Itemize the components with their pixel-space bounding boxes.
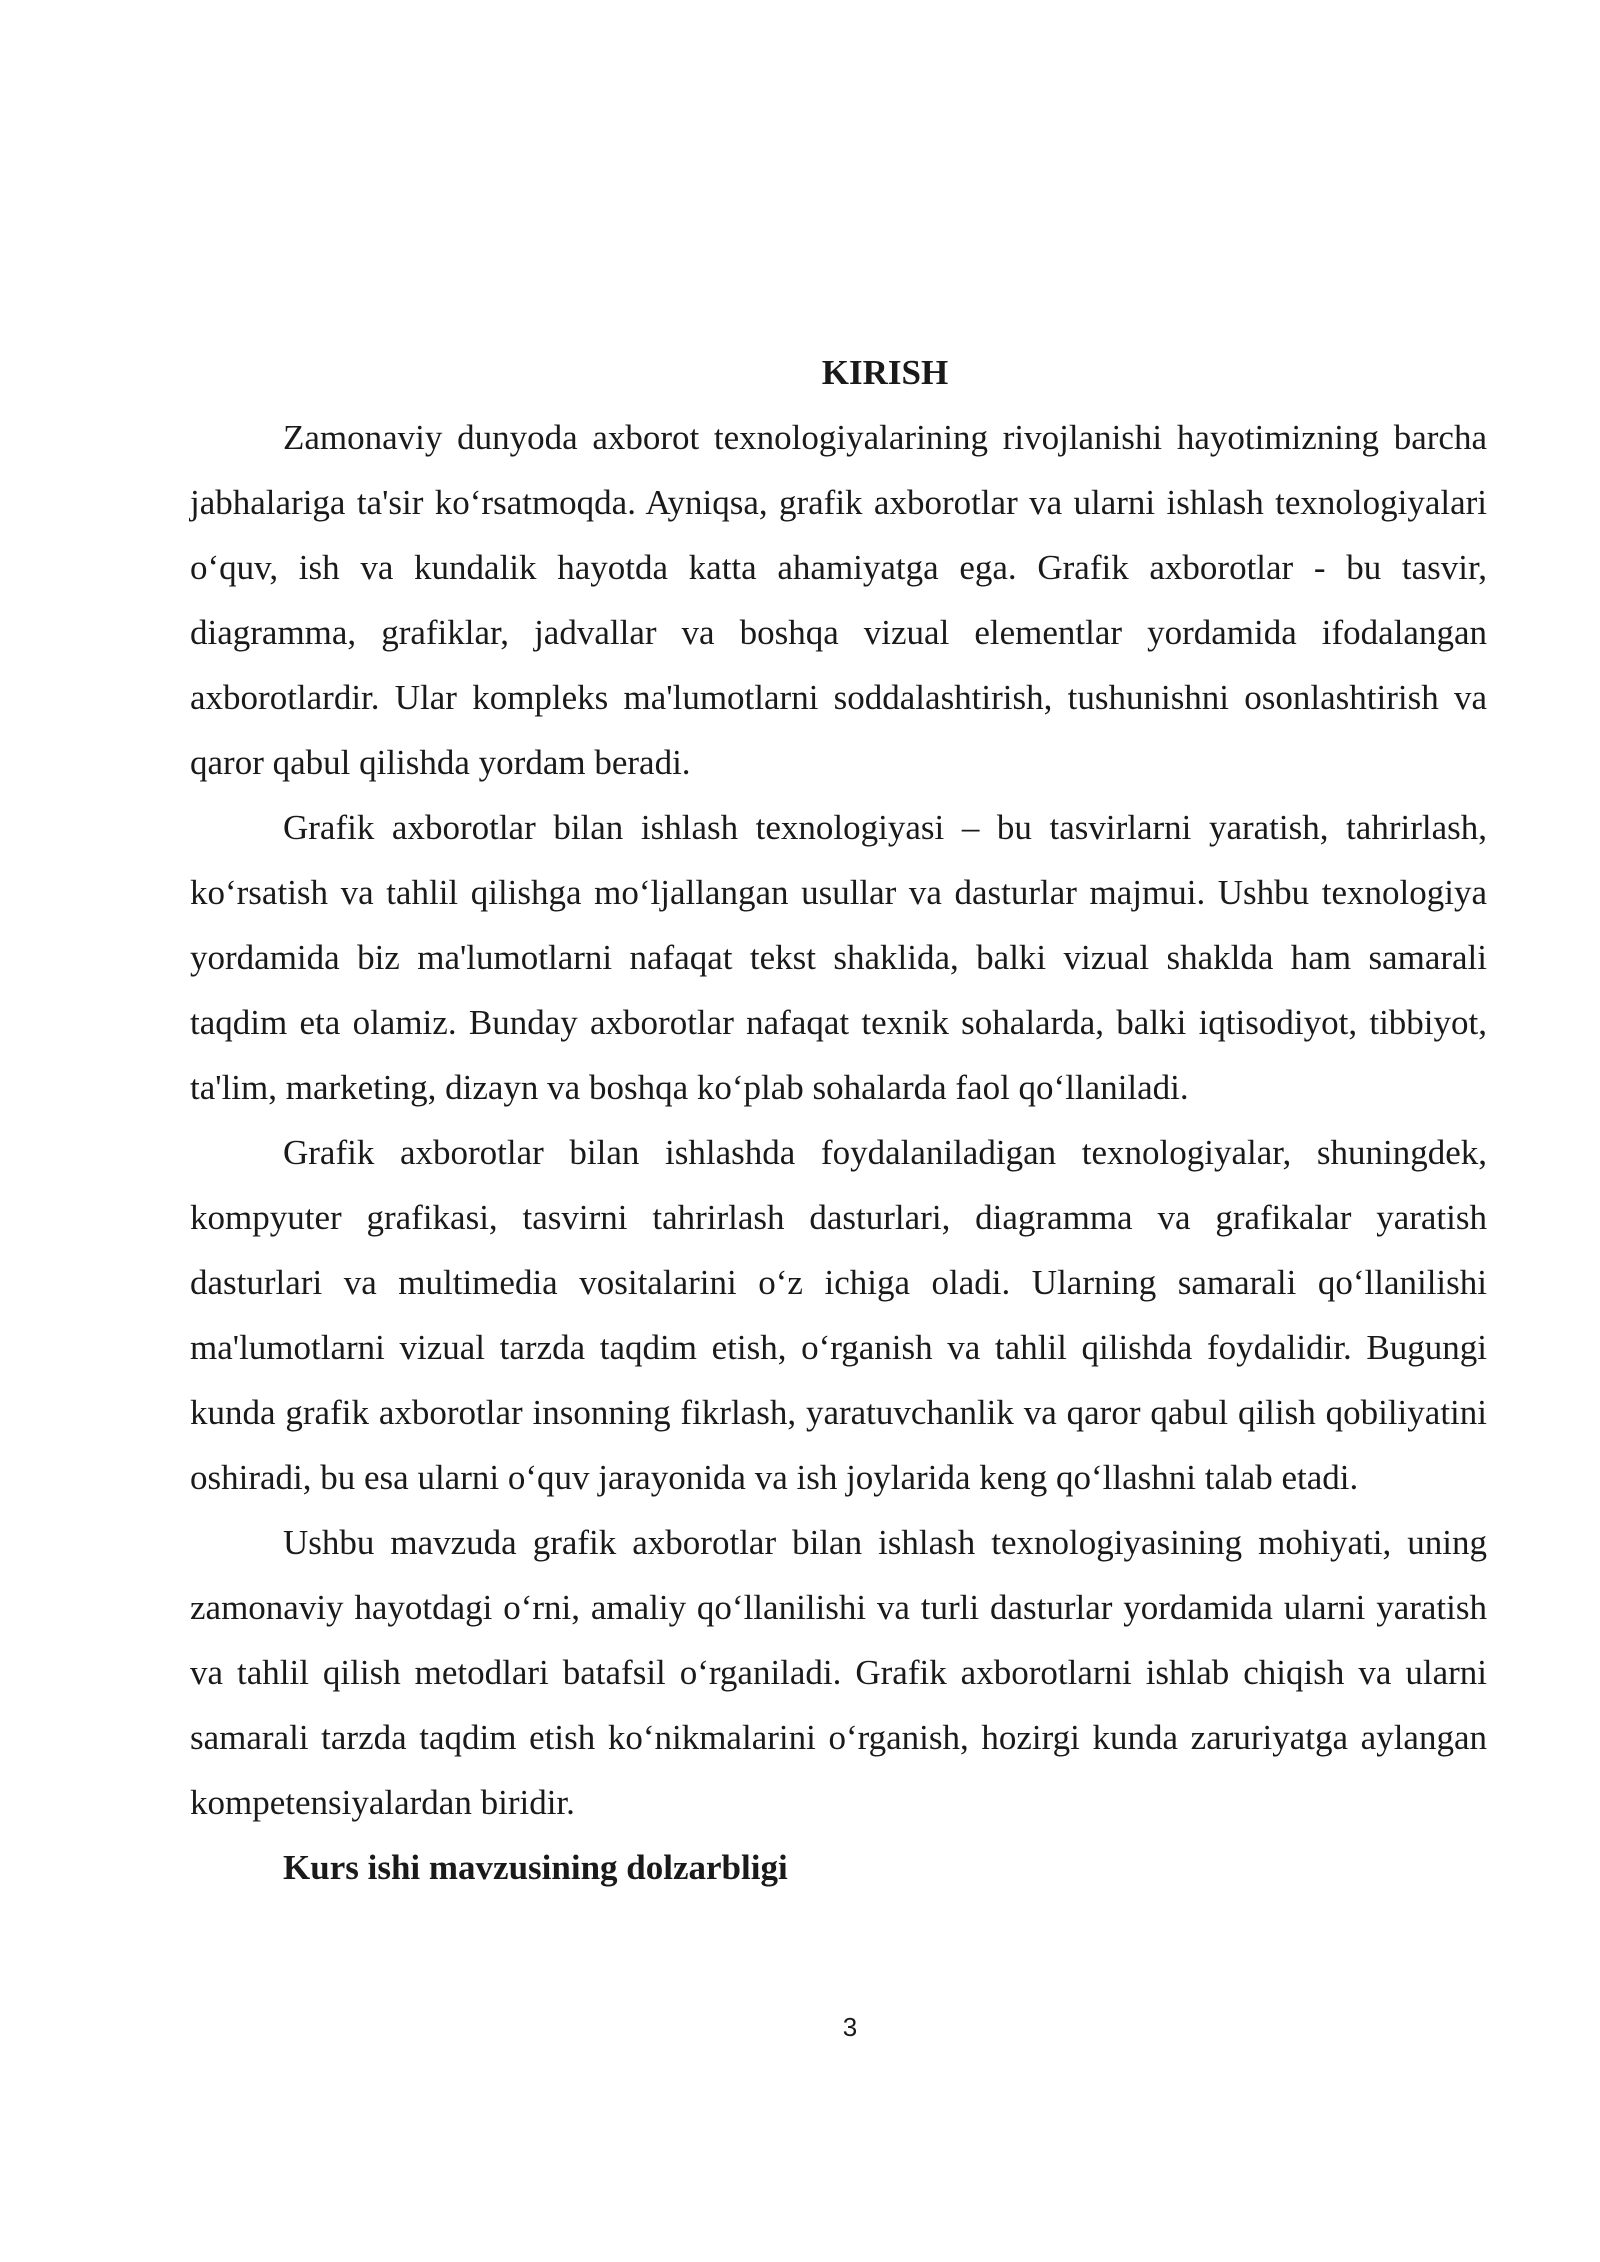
page-number: 3	[842, 2012, 858, 2042]
page-title: KIRISH	[821, 353, 949, 392]
paragraph: Grafik axborotlar bilan ishlashda foydalaniladigan texnologiyalar, shuningdek, kompyuter grafikasi, tasvirni tahrirlash dasturlari, diagramma va grafikalar yaratish dasturlari va multimedia vositalarini o‘z ichiga oladi. Ularning samarali qo‘llanilishi ma'lumotlarni vizual tarzda taqdim etish, o‘rganish va tahlil qilishda foydalidir. Bugungi kunda grafik axborotlar insonning fikrlash, yaratuvchanlik va qaror qabul qilish qobiliyatini oshiradi, bu esa ularni o‘quv jarayonida va ish joylarida keng qo‘llashni talab etadi.	[190, 1133, 1487, 1497]
paragraph: Grafik axborotlar bilan ishlash texnologiyasi – bu tasvirlarni yaratish, tahrirlash, ko‘rsatish va tahlil qilishga mo‘ljallangan usullar va dasturlar majmui. Ushbu texnologiya yordamida biz ma'lumotlarni nafaqat tekst shaklida, balki vizual shakldа ham samarali taqdim eta olamiz. Bunday axborotlar nafaqat texnik sohalarda, balki iqtisodiyot, tibbiyot, ta'lim, marketing, dizayn va boshqa ko‘plab sohalarda faol qo‘llaniladi.	[190, 808, 1487, 1107]
paragraph: Ushbu mavzuda grafik axborotlar bilan ishlash texnologiyasining mohiyati, uning zamonaviy hayotdagi o‘rni, amaliy qo‘llanilishi va turli dasturlar yordamida ularni yaratish va tahlil qilish metodlari batafsil o‘rganiladi. Grafik axborotlarni ishlab chiqish va ularni samarali tarzda taqdim etish ko‘nikmalarini o‘rganish, hozirgi kunda zaruriyatga aylangan kompetensiyalardan biridir.	[190, 1523, 1487, 1822]
page-body	[190, 340, 1487, 1900]
section-subheading: Kurs ishi mavzusining dolzarbligi	[283, 1848, 788, 1887]
paragraph: Zamonaviy dunyoda axborot texnologiyalarining rivojlanishi hayotimizning barcha jabhalariga ta'sir ko‘rsatmoqda. Ayniqsa, grafik axborotlar va ularni ishlash texnologiyalari o‘quv, ish va kundalik hayotda katta ahamiyatga ega. Grafik axborotlar - bu tasvir, diagramma, grafiklar, jadvallar va boshqa vizual elementlar yordamida ifodalangan axborotlardir. Ular kompleks ma'lumotlarni soddalashtirish, tushunishni osonlashtirish va qaror qabul qilishda yordam beradi.	[190, 418, 1487, 782]
